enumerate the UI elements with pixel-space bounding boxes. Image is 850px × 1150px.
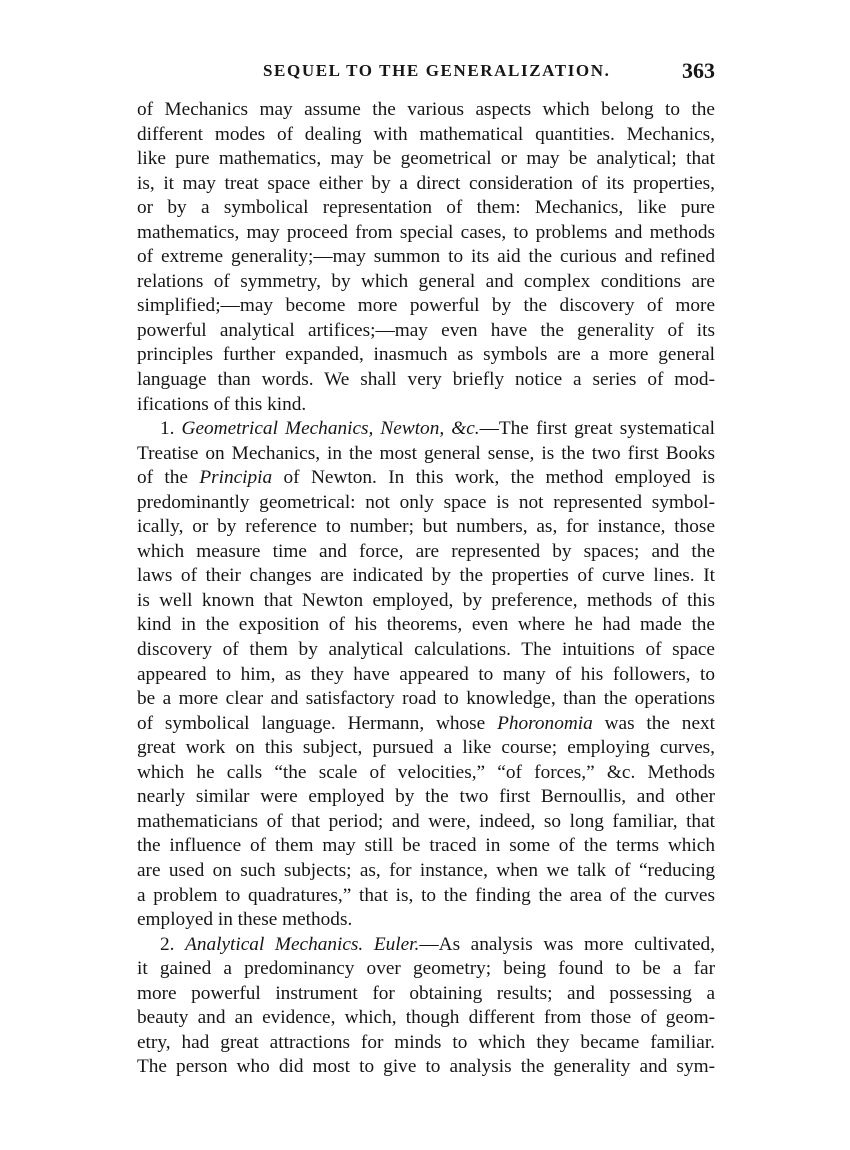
text-line: nearly similar were employed by the two first Bernoullis, and other <box>137 786 715 808</box>
text-line: the influence of them may still be traced in some of the terms which <box>137 835 715 857</box>
text-line: is, it may treat space either by a direct consideration of its properties, <box>137 172 715 194</box>
text-line: or by a symbolical representation of them: Mechanics, like pure <box>137 197 715 219</box>
text-line: powerful analytical artifices;—may even have the generality of its <box>137 319 715 341</box>
text-line: ically, or by reference to number; but numbers, as, for instance, those <box>137 516 715 538</box>
text-line: different modes of dealing with mathematical quantities. Mechanics, <box>137 123 715 145</box>
italic-text: Analytical Mechanics. Euler. <box>185 933 420 955</box>
text-line <box>137 712 715 737</box>
body-text <box>137 98 715 1080</box>
running-head <box>137 58 715 88</box>
text-line: principles further expanded, inasmuch as symbols are a more general <box>137 344 715 366</box>
text-line <box>137 466 715 491</box>
text-line <box>137 417 715 442</box>
text-segment: 1. <box>160 418 182 440</box>
text-line: predominantly geometrical: not only space is not represented symbol- <box>137 491 715 513</box>
text-line: kind in the exposition of his theorems, even where he had made the <box>137 614 715 636</box>
text-line <box>137 933 715 958</box>
page-number: 363 <box>682 58 715 83</box>
text-segment: 2. <box>160 933 186 955</box>
text-line: of extreme generality;—may summon to its aid the curious and refined <box>137 246 715 268</box>
text-line: more powerful instrument for obtaining results; and possessing a <box>137 982 715 1004</box>
text-segment: of symbolical language. Hermann, whose <box>137 712 498 734</box>
text-line: ifications of this kind. <box>137 393 307 415</box>
text-line: Treatise on Mechanics, in the most general sense, is the two first Books <box>137 442 715 464</box>
italic-text: Geometrical Mechanics, Newton, &c. <box>181 418 480 440</box>
text-line: language than words. We shall very briefly notice a series of mod- <box>137 369 715 391</box>
text-line: which he calls “the scale of velocities,” “of forces,” &c. Methods <box>137 761 715 783</box>
text-line: discovery of them by analytical calculations. The intuitions of space <box>137 639 715 661</box>
text-line: simplified;—may become more powerful by the discovery of more <box>137 295 715 317</box>
text-line: is well known that Newton employed, by preference, methods of this <box>137 589 715 611</box>
text-line: be a more clear and satisfactory road to knowledge, than the operations <box>137 688 715 710</box>
text-line: great work on this subject, pursued a like course; employing curves, <box>137 737 715 759</box>
text-line: appeared to him, as they have appeared to many of his followers, to <box>137 663 715 685</box>
text-line: it gained a predominancy over geometry; being found to be a far <box>137 958 715 980</box>
text-segment: of the <box>137 467 200 489</box>
text-line: are used on such subjects; as, for instance, when we talk of “reducing <box>137 859 715 881</box>
italic-text: Principia <box>199 467 273 489</box>
text-line: The person who did most to give to analysis the generality and sym- <box>137 1056 715 1078</box>
italic-text: Phoronomia <box>497 712 593 734</box>
text-segment: —The first great systematical <box>479 418 715 440</box>
text-line: of Mechanics may assume the various aspects which belong to the <box>137 99 715 120</box>
text-line: laws of their changes are indicated by the properties of curve lines. It <box>137 565 715 587</box>
text-line: employed in these methods. <box>137 909 353 931</box>
text-line: mathematics, may proceed from special cases, to problems and methods <box>137 221 715 243</box>
text-line: relations of symmetry, by which general and complex conditions are <box>137 270 715 292</box>
text-line: which measure time and force, are represented by spaces; and the <box>137 540 715 562</box>
text-line: beauty and an evidence, which, though different from those of geom- <box>137 1007 715 1029</box>
text-line: mathematicians of that period; and were, indeed, so long familiar, that <box>137 810 715 832</box>
text-segment: of Newton. In this work, the method employed is <box>272 467 715 489</box>
text-line: like pure mathematics, may be geometrical or may be analytical; that <box>137 148 715 170</box>
text-line: etry, had great attractions for minds to which they became familiar. <box>137 1031 715 1053</box>
text-segment: —As analysis was more cultivated, <box>419 933 716 955</box>
text-segment: was the next <box>592 712 715 734</box>
text-line: a problem to quadratures,” that is, to the finding the area of the curves <box>137 884 715 906</box>
running-title: SEQUEL TO THE GENERALIZATION. <box>263 61 611 80</box>
